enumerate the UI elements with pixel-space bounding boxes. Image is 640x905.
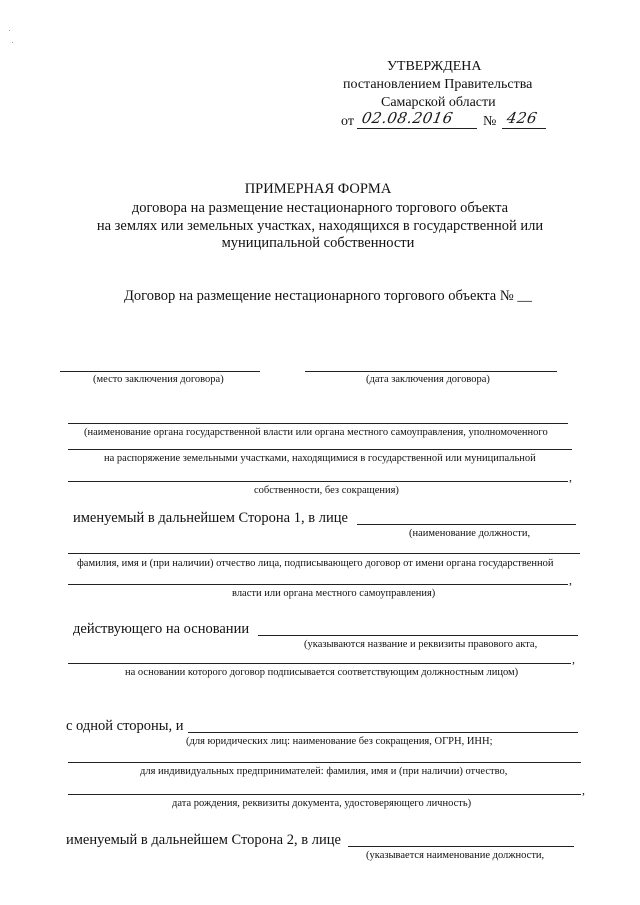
approval-number-label: № [483, 114, 497, 129]
approval-heading: УТВЕРЖДЕНА [387, 59, 482, 74]
other-party-line-2 [68, 762, 581, 763]
basis-line [258, 635, 578, 636]
party1-text: именуемый в дальнейшем Сторона 1, в лице [73, 510, 348, 526]
contract-heading: Договор на размещение нестационарного торгового объекта № __ [124, 288, 532, 304]
authority-caption-1: (наименование органа государственной власти или органа местного самоуправления, уполномоченного [84, 427, 548, 438]
party1-comma: , [569, 573, 572, 587]
place-line [60, 371, 260, 372]
other-party-caption-2: для индивидуальных предпринимателей: фамилия, имя и (при наличии) отчество, [140, 766, 508, 777]
approval-number-handwritten: 426 [505, 109, 539, 127]
authority-line-1 [68, 423, 568, 424]
title-line-2: на землях или земельных участках, находящихся в государственной или [96, 218, 544, 234]
party2-text: именуемый в дальнейшем Сторона 2, в лице [66, 832, 341, 848]
authority-caption-2: на распоряжение земельными участками, находящимися в государственной или муниципальной [104, 453, 536, 464]
scan-speck [12, 42, 13, 43]
basis-caption-2: на основании которого договор подписывается соответствующим должностным лицом) [125, 667, 519, 678]
party2-caption-1: (указывается наименование должности, [366, 850, 545, 861]
party1-line-2 [68, 553, 580, 554]
basis-caption-1: (указываются название и реквизиты правового акта, [304, 639, 538, 650]
title-line-1: договора на размещение нестационарного торгового объекта [131, 200, 509, 216]
approval-number-underline [502, 128, 546, 129]
party2-line [348, 846, 574, 847]
basis-comma: , [572, 652, 575, 666]
basis-line-2 [68, 663, 571, 664]
party1-caption-3: власти или органа местного самоуправления) [232, 588, 436, 599]
scan-speck [9, 30, 10, 31]
approval-line-1: постановлением Правительства [343, 77, 533, 92]
approval-date-handwritten: 02.08.2016 [360, 109, 455, 127]
title-line-3: муниципальной собственности [221, 235, 415, 251]
other-party-text: с одной стороны, и [66, 718, 184, 734]
party1-line-3 [68, 584, 568, 585]
authority-caption-3: собственности, без сокращения) [254, 485, 399, 496]
other-party-comma: , [582, 783, 585, 797]
approval-line-2: Самарской области [381, 95, 496, 110]
basis-text: действующего на основании [73, 621, 250, 637]
party1-caption-2: фамилия, имя и (при наличии) отчество лица, подписывающего договор от имени органа государственной [77, 558, 554, 569]
other-party-line [188, 732, 578, 733]
other-party-caption-3: дата рождения, реквизиты документа, удостоверяющего личность) [172, 798, 472, 809]
date-line [305, 371, 557, 372]
party1-line [357, 524, 576, 525]
place-caption: (место заключения договора) [93, 374, 224, 385]
other-party-line-3 [68, 794, 581, 795]
approval-date-underline [357, 128, 477, 129]
other-party-caption-1: (для юридических лиц: наименование без сокращения, ОГРН, ИНН; [186, 736, 493, 747]
authority-line-2 [68, 449, 572, 450]
party1-caption-1: (наименование должности, [409, 528, 531, 539]
authority-line-3 [68, 481, 568, 482]
authority-comma: , [569, 470, 572, 484]
title-main: ПРИМЕРНАЯ ФОРМА [244, 181, 392, 197]
approval-from-label: от [341, 114, 354, 129]
date-caption: (дата заключения договора) [366, 374, 490, 385]
